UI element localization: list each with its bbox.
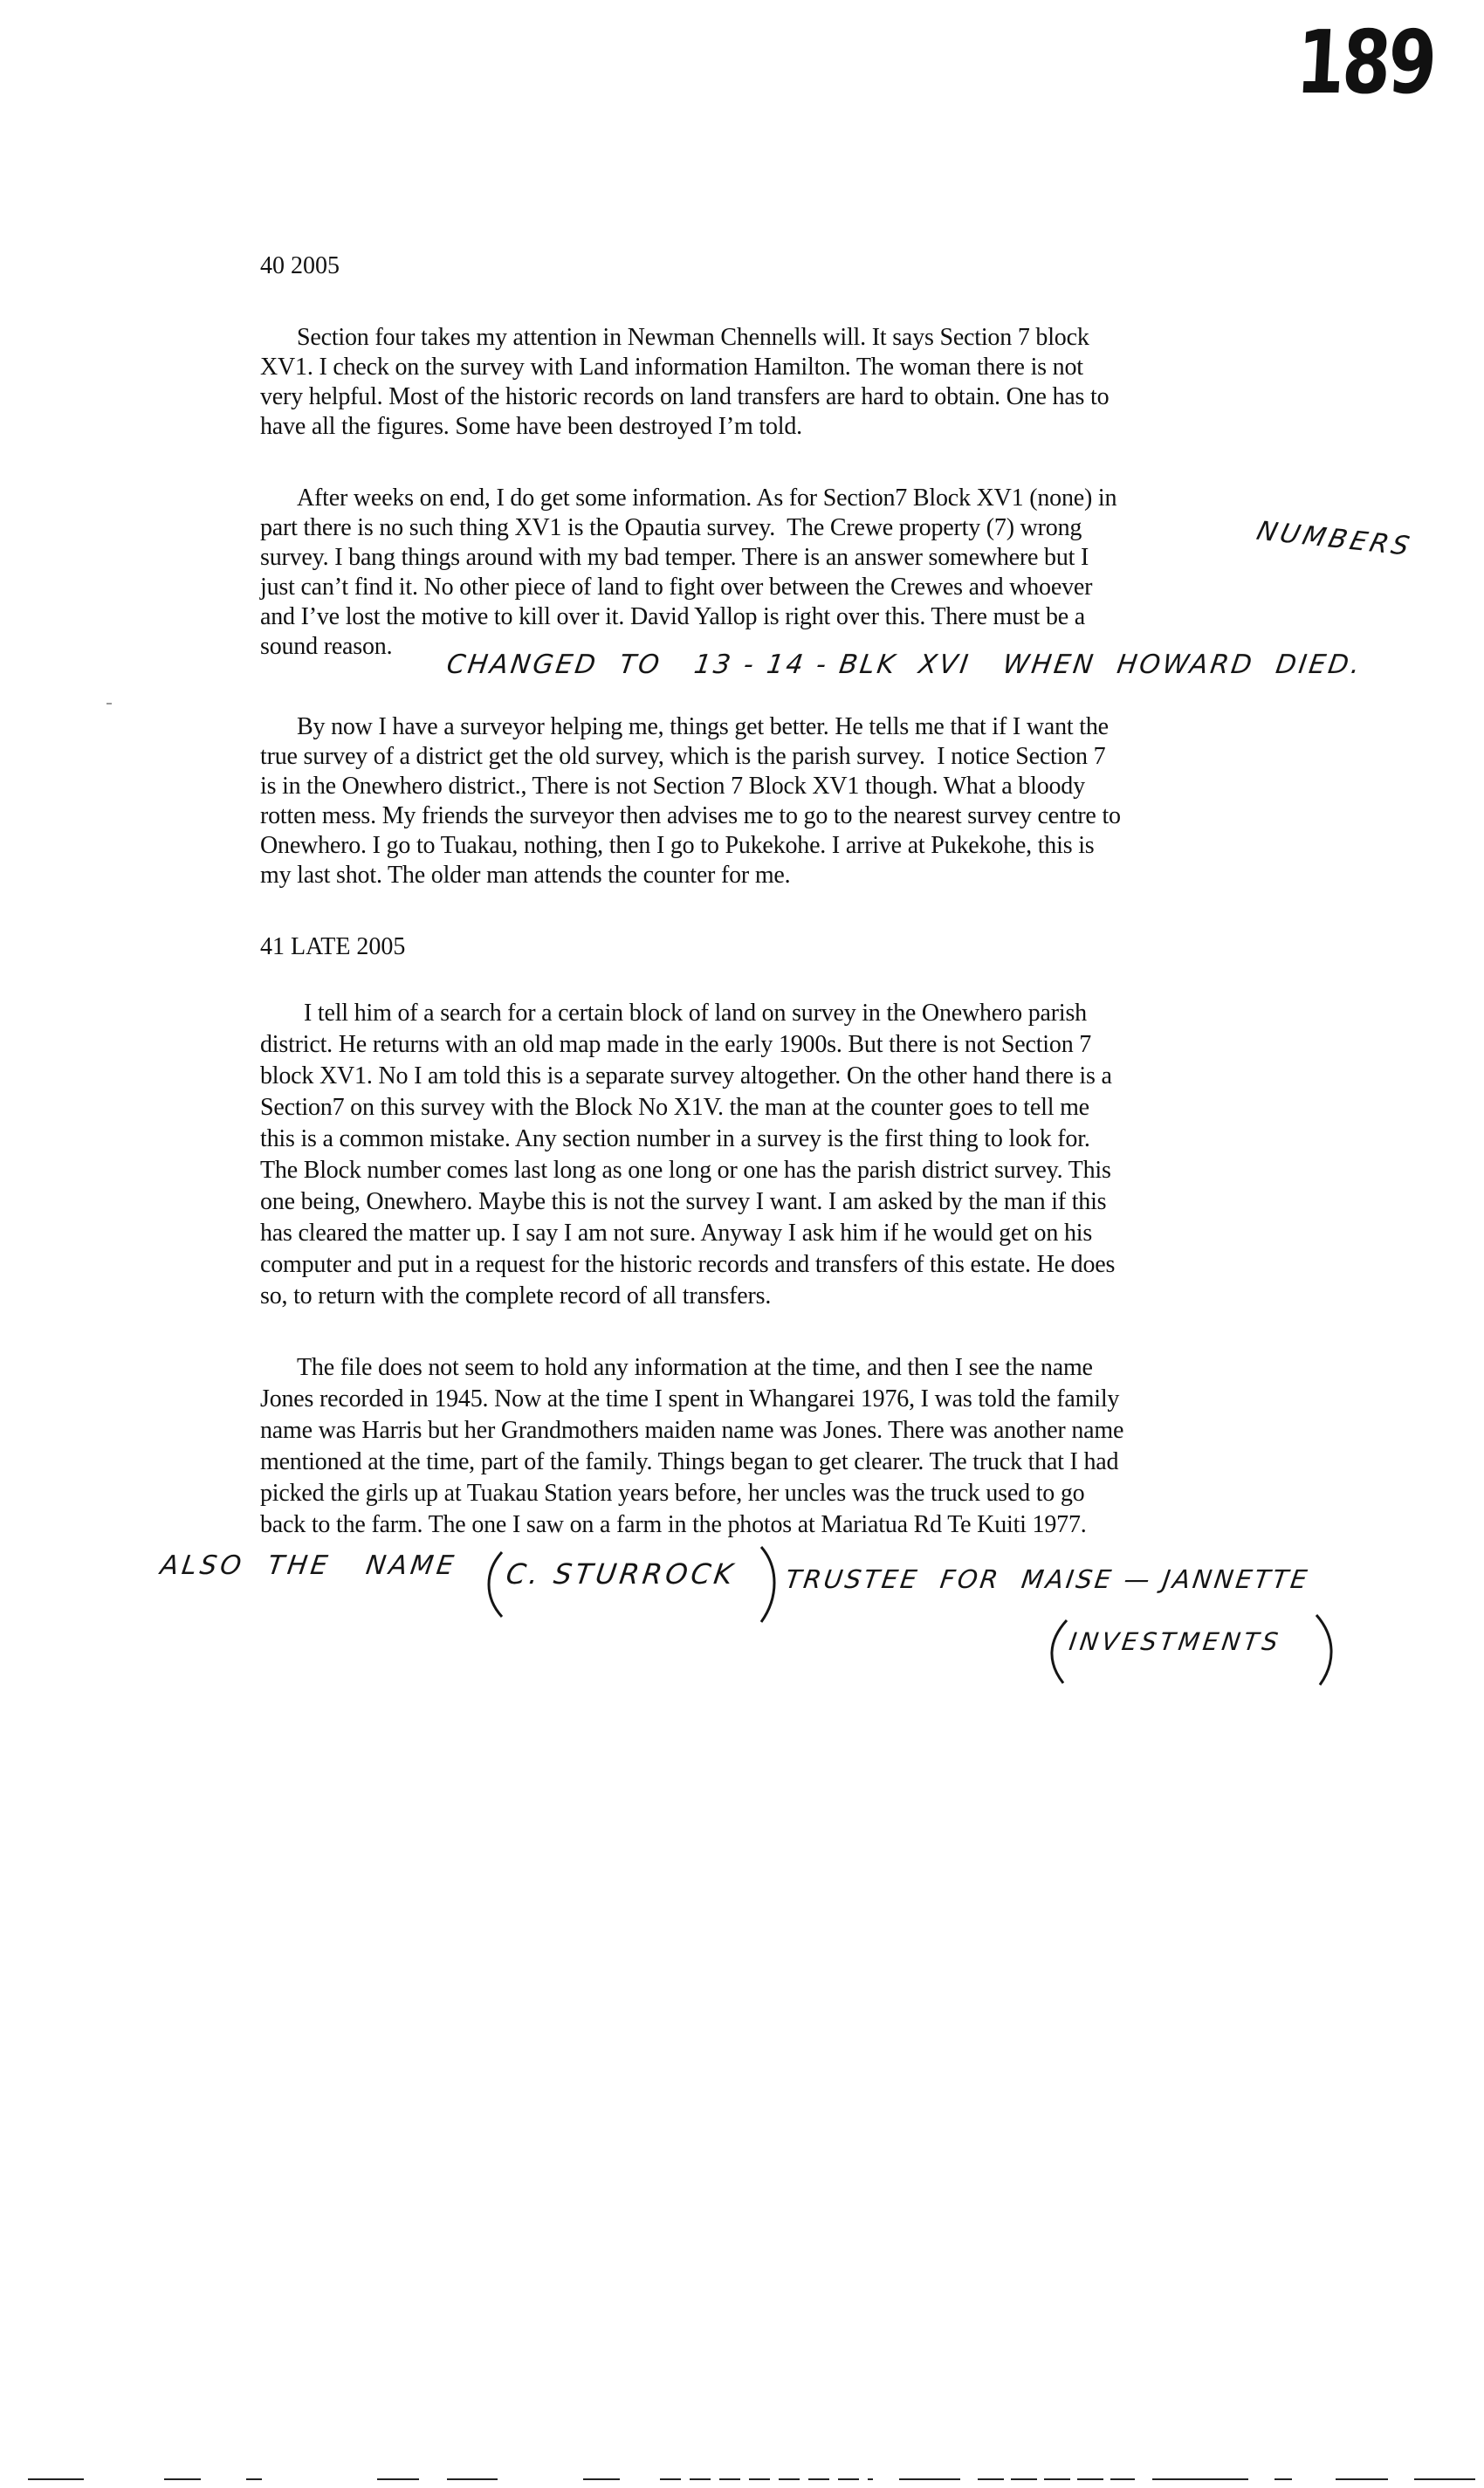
text-line: By now I have a surveyor helping me, things get better. He tells me that if I want the [297, 713, 1109, 740]
handwritten-note-investments: INVESTMENTS [1067, 1627, 1283, 1656]
right-paren-mark [1316, 1615, 1331, 1685]
text-line: After weeks on end, I do get some information. As for Section7 Block XV1 (none) in [297, 485, 1117, 512]
text-line: computer and put in a request for the historic records and transfers of this estate. He does [260, 1251, 1116, 1278]
text-line: Jones recorded in 1945. Now at the time I spent in Whangarei 1976, I was told the family [260, 1385, 1120, 1412]
page-number: 189 [1293, 11, 1437, 113]
right-paren-mark [761, 1547, 774, 1622]
text-line: so, to return with the complete record of all transfers. [260, 1282, 772, 1309]
text-line: rotten mess. My friends the surveyor then advises me to go to the nearest survey centre to [260, 802, 1121, 829]
text-line: Onewhero. I go to Tuakau, nothing, then I go to Pukekohe. I arrive at Pukekohe, this is [260, 832, 1095, 859]
section-heading: 40 2005 [260, 252, 340, 279]
text-line: my last shot. The older man attends the counter for me. [260, 862, 791, 889]
handwritten-note-also: ALSO THE NAME [158, 1550, 459, 1581]
text-line: part there is no such thing XV1 is the Opautia survey. The Crewe property (7) wrong [260, 514, 1082, 541]
text-line: have all the figures. Some have been destroyed I’m told. [260, 413, 802, 440]
left-paren-mark [489, 1552, 502, 1617]
handwritten-note-numbers: NUMBERS [1254, 516, 1416, 562]
text-line: survey. I bang things around with my bad temper. There is an answer somewhere but I [260, 544, 1089, 571]
handwritten-note-changed: CHANGED TO 13 - 14 - BLK XVI WHEN HOWARD DIED. [444, 649, 1364, 680]
text-line: name was Harris but her Grandmothers maiden name was Jones. There was another name [260, 1417, 1124, 1444]
handwritten-note-trustee: TRUSTEE FOR MAISE — JANNETTE [783, 1564, 1312, 1594]
text-line: true survey of a district get the old survey, which is the parish survey. I notice Section 7 [260, 743, 1106, 770]
text-line: just can’t find it. No other piece of land to fight over between the Crewes and whoever [260, 574, 1093, 601]
text-line: block XV1. No I am told this is a separate survey altogether. On the other hand there is a [260, 1062, 1112, 1089]
text-line: has cleared the matter up. I say I am not sure. Anyway I ask him if he would get on his [260, 1220, 1093, 1247]
left-paren-mark [1052, 1620, 1067, 1683]
text-line: is in the Onewhero district., There is not Section 7 Block XV1 though. What a bloody [260, 773, 1085, 800]
text-line: Section7 on this survey with the Block No X1V. the man at the counter goes to tell me [260, 1094, 1089, 1121]
text-line: district. He returns with an old map made in the early 1900s. But there is not Section 7 [260, 1031, 1092, 1058]
text-line: Section four takes my attention in Newman Chennells will. It says Section 7 block [297, 324, 1089, 351]
text-line: back to the farm. The one I saw on a farm in the photos at Mariatua Rd Te Kuiti 1977. [260, 1511, 1087, 1538]
text-line: mentioned at the time, part of the family. Things began to get clearer. The truck that I had [260, 1448, 1119, 1475]
text-line: sound reason. [260, 633, 393, 660]
text-line: I tell him of a search for a certain block of land on survey in the Onewhero parish [304, 1000, 1087, 1027]
text-line: and I’ve lost the motive to kill over it. David Yallop is right over this. There must be a [260, 603, 1086, 630]
text-line: this is a common mistake. Any section number in a survey is the first thing to look for. [260, 1125, 1090, 1152]
text-line: very helpful. Most of the historic records on land transfers are hard to obtain. One has to [260, 383, 1110, 410]
handwritten-note-name: C. STURROCK [504, 1557, 739, 1591]
section-heading: 41 LATE 2005 [260, 933, 406, 960]
text-line: The file does not seem to hold any information at the time, and then I see the name [297, 1354, 1093, 1381]
bottom-dashed-rule [0, 2471, 1484, 2488]
text-line: The Block number comes last long as one long or one has the parish district survey. This [260, 1157, 1111, 1184]
text-line: XV1. I check on the survey with Land information Hamilton. The woman there is not [260, 354, 1083, 381]
text-line: picked the girls up at Tuakau Station years before, her uncles was the truck used to go [260, 1480, 1085, 1507]
text-line: one being, Onewhero. Maybe this is not the survey I want. I am asked by the man if this [260, 1188, 1107, 1215]
